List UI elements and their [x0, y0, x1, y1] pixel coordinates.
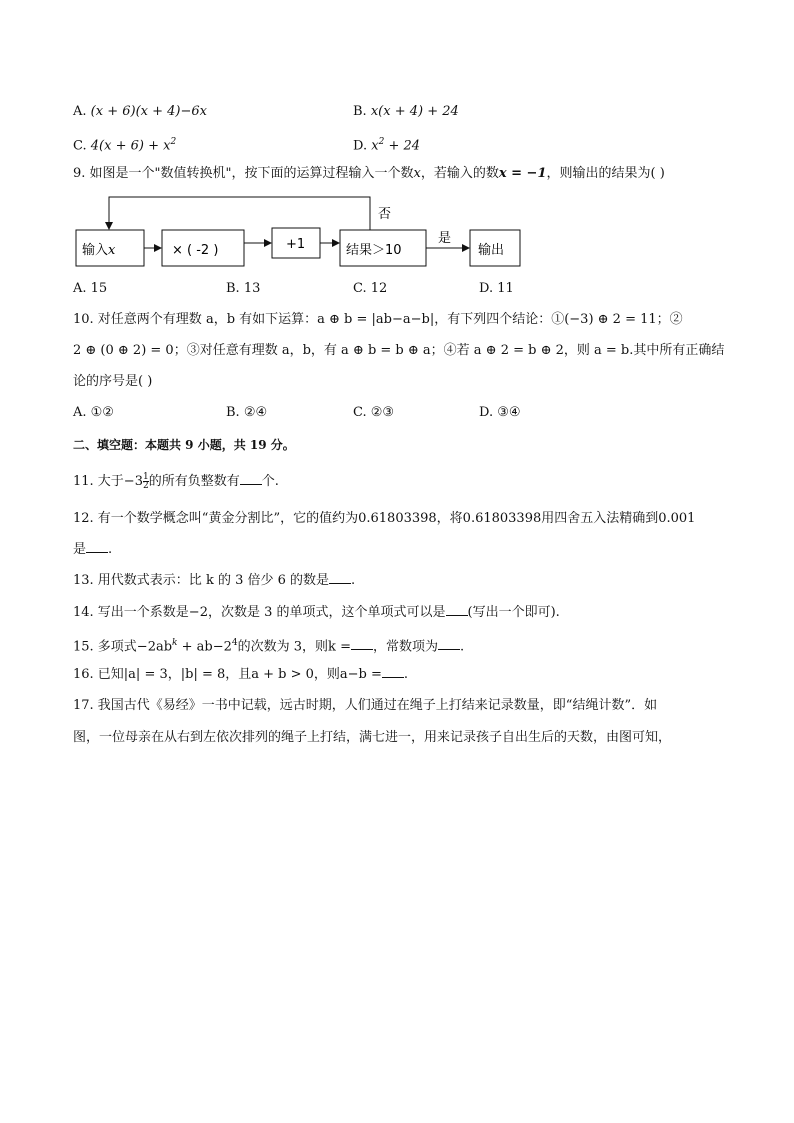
q16-text: 16. 已知|a| = 3，|b| = 8，且a + b > 0，则a−b = — [73, 667, 382, 682]
q13 — [73, 571, 355, 590]
option-text: (x + 6)(x + 4)−6x — [90, 104, 207, 119]
q12-line-1: 12. 有一个数学概念叫“黄金分割比”，它的值约为0.61803398，将0.61803398用四舍五入法精确到0.001 — [73, 511, 696, 526]
q10-line-1: 10. 对任意两个有理数 a，b 有如下运算：a ⊕ b = |ab−a−b|，有下列四个结论：①(−3) ⊕ 2 = 11；② — [73, 312, 683, 327]
q12-line-2 — [73, 540, 112, 559]
q8-option-b — [353, 103, 459, 121]
exponent: 2 — [378, 137, 385, 147]
answer-blank-constant[interactable] — [438, 637, 460, 650]
fraction-numerator: 1 — [142, 472, 149, 482]
flow-plus-label: +1 — [286, 237, 306, 252]
answer-blank[interactable] — [329, 571, 351, 584]
q14 — [73, 603, 560, 622]
answer-blank[interactable] — [382, 665, 404, 678]
option-text: 4(x + 6) + x — [90, 138, 171, 154]
exponent: k — [172, 638, 178, 648]
q11 — [73, 472, 279, 491]
q15 — [73, 634, 464, 656]
q12-text: . — [108, 542, 113, 557]
flow-compare-label: 结果＞10 — [346, 243, 402, 258]
flow-yes-label: 是 — [438, 231, 452, 246]
q9-option-a: A. 15 — [73, 281, 108, 296]
option-letter: A. — [73, 104, 87, 119]
q9-option-c: C. 12 — [353, 281, 388, 296]
q9-stem — [73, 165, 665, 183]
exponent: 2 — [170, 137, 177, 147]
q14-text: (写出一个即可). — [467, 605, 560, 620]
q12-text: 是 — [73, 542, 87, 557]
q14-text: 14. 写出一个系数是−2，次数是 3 的单项式，这个单项式可以是 — [73, 605, 446, 620]
flow-input-label: 输入x — [82, 243, 116, 258]
stem-math: x = −1 — [498, 166, 547, 181]
stem-text: 9. 如图是一个"数值转换机"，按下面的运算过程输入一个数 — [73, 166, 414, 181]
answer-blank[interactable] — [86, 540, 108, 553]
stem-var: x — [413, 166, 421, 181]
stem-text: ，若输入的数 — [420, 166, 499, 181]
q17-line-2: 图，一位母亲在从右到左依次排列的绳子上打结，满七进一，用来记录孩子自出生后的天数，由图可知， — [73, 730, 672, 745]
q10-option-a: A. ①② — [73, 405, 114, 420]
q13-text: . — [351, 573, 356, 588]
fraction-denominator: 2 — [142, 481, 149, 491]
flow-no-label: 否 — [378, 207, 392, 222]
q15-text: . — [459, 639, 465, 655]
option-letter: D. — [353, 138, 368, 154]
exponent: 4 — [231, 638, 238, 648]
q10-option-b: B. ②④ — [226, 405, 268, 420]
section-heading: 二、填空题：本题共 9 小题，共 19 分。 — [73, 438, 295, 452]
q8-option-a — [73, 103, 207, 121]
q10-line-2: 2 ⊕ (0 ⊕ 2) = 0；③对任意有理数 a，b，有 a ⊕ b = b ⊕ a；④若 a ⊕ 2 = b ⊕ 2，则 a = b.其中所有正确结 — [73, 343, 725, 358]
option-text: x — [371, 138, 379, 154]
q15-text: ，常数项为 — [372, 639, 438, 655]
flow-output-label: 输出 — [478, 243, 505, 258]
q8-option-c — [73, 133, 176, 155]
q8-option-d — [353, 133, 420, 155]
q9-option-d: D. 11 — [479, 281, 514, 296]
answer-blank-k[interactable] — [351, 637, 373, 650]
q16-text: . — [403, 667, 409, 682]
q17-line-1: 17. 我国古代《易经》一书中记载，远古时期，人们通过在绳子上打结来记录数量，即“结绳计数”．如 — [73, 698, 658, 713]
q13-text: 13. 用代数式表示：比 k 的 3 倍少 6 的数是 — [73, 573, 330, 588]
option-letter: C. — [73, 138, 87, 154]
answer-blank[interactable] — [446, 603, 468, 616]
flow-multiply-label: × ( -2 ) — [172, 243, 219, 258]
answer-blank[interactable] — [240, 472, 262, 485]
q15-text: 的次数为 3，则k = — [237, 639, 351, 655]
q11-text: 个. — [261, 474, 279, 489]
q9-flowchart — [60, 192, 540, 274]
q11-text: 11. 大于−3 — [73, 474, 143, 489]
q15-text: 15. 多项式−2ab — [73, 639, 173, 655]
option-text-tail: + 24 — [384, 138, 421, 154]
q9-option-b: B. 13 — [226, 281, 261, 296]
q10-line-3: 论的序号是( ) — [73, 374, 153, 389]
flow-loop-arrow — [109, 197, 370, 230]
option-letter: B. — [353, 104, 367, 119]
q10-option-d: D. ③④ — [479, 405, 521, 420]
q10-option-c: C. ②③ — [353, 405, 395, 420]
stem-text: ，则输出的结果为( ) — [546, 166, 665, 181]
q11-text: 的所有负整数有 — [148, 474, 240, 489]
option-text: x(x + 4) + 24 — [370, 104, 459, 119]
q15-text: + ab−2 — [177, 639, 232, 655]
q16 — [73, 665, 408, 684]
